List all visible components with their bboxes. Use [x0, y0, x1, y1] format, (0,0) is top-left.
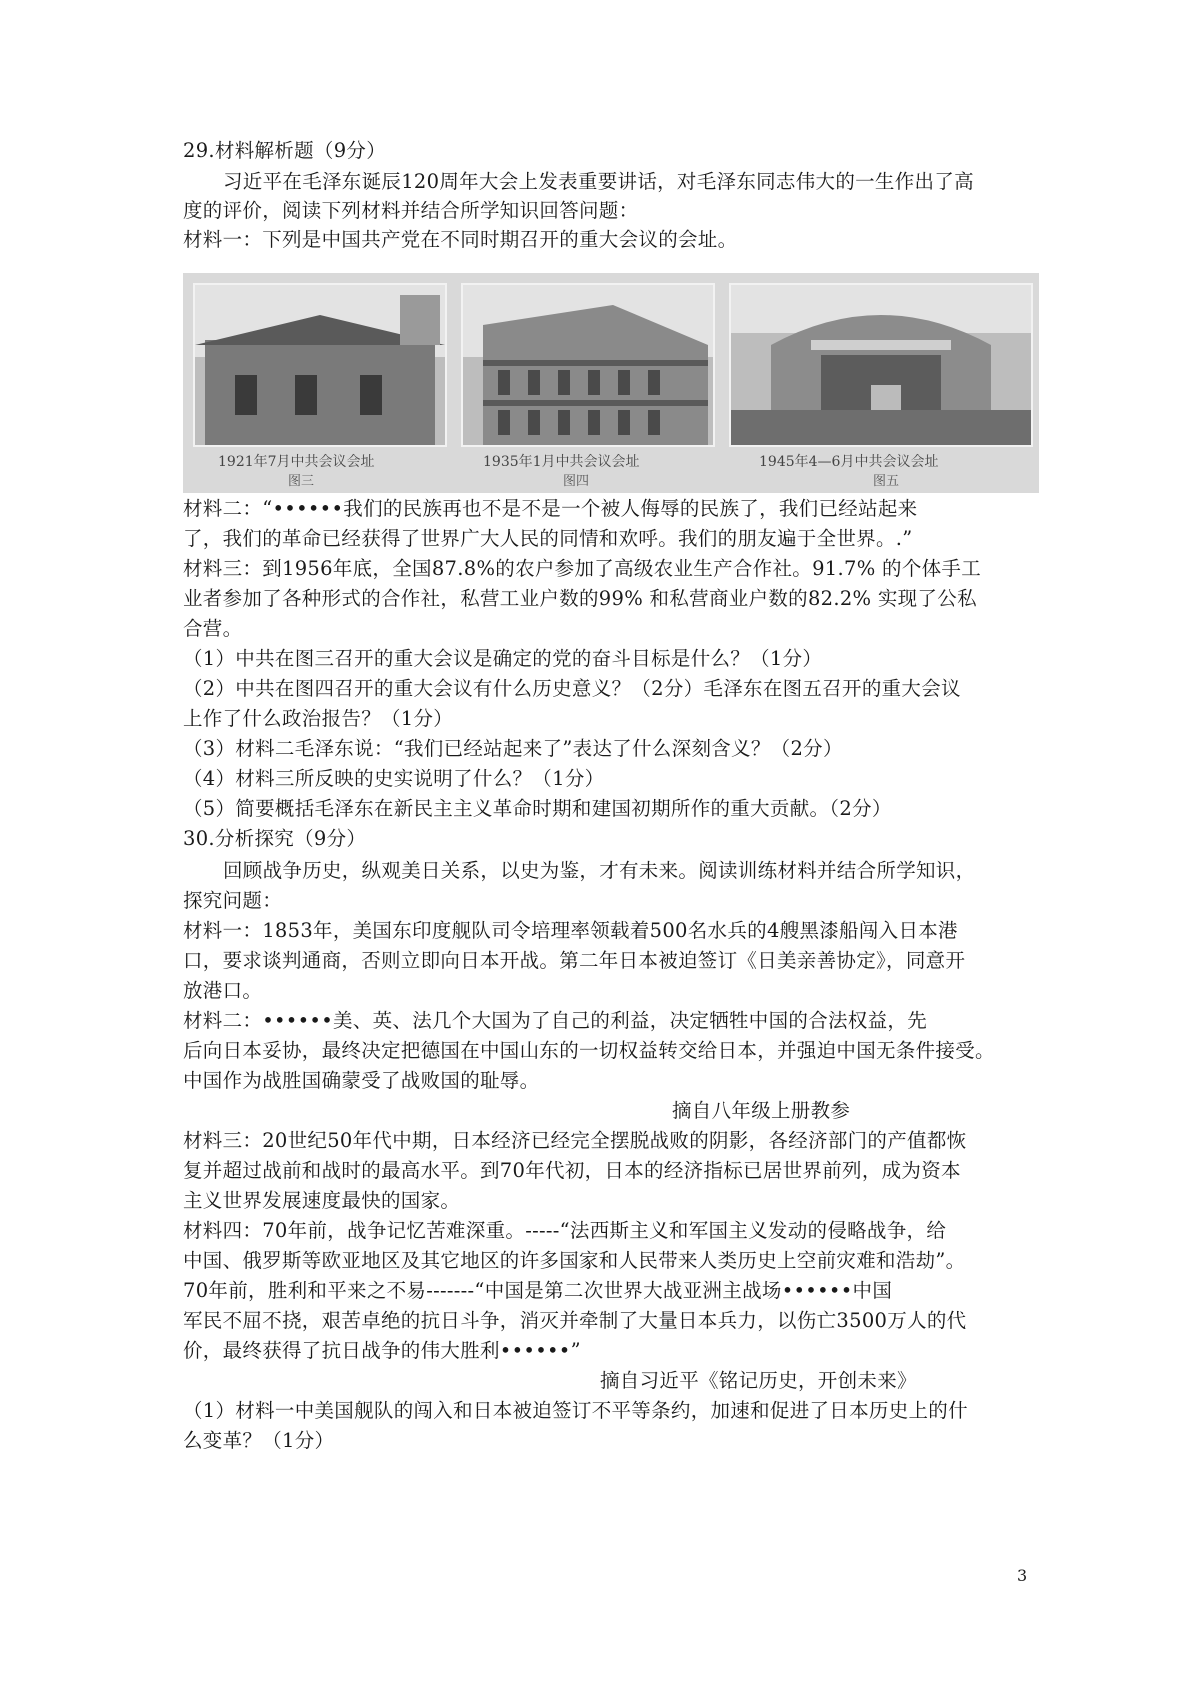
q29-material1: 材料一：下列是中国共产党在不同时期召开的重大会议的会址。: [183, 228, 738, 251]
q30-material1-line3: 放港口。: [183, 979, 263, 1002]
q30-material1-line1: 材料一：1853年，美国东印度舰队司令培理率领载着500名水兵的4艘黑漆船闯入日本港: [183, 919, 958, 942]
q29-intro-line1: 习近平在毛泽东诞辰120周年大会上发表重要讲话，对毛泽东同志伟大的一生作出了高: [223, 170, 974, 193]
q30-question-1-line1: （1）材料一中美国舰队的闯入和日本被迫签订不平等条约，加速和促进了日本历史上的什: [183, 1399, 968, 1422]
q29-material3-line3: 合营。: [183, 617, 243, 640]
photo-caption-1921: 1921年7月中共会议会址: [218, 454, 375, 470]
meeting-site-photo-1945: [729, 283, 1033, 447]
page-number: 3: [1017, 1566, 1028, 1585]
q30-material4-line1: 材料四：70年前，战争记忆苦难深重。-----“法西斯主义和军国主义发动的侵略战争，给: [183, 1219, 947, 1242]
q29-question-5: （5）简要概括毛泽东在新民主主义革命时期和建国初期所作的重大贡献。（2分）: [183, 797, 892, 820]
meeting-sites-photo-strip: [183, 273, 1039, 493]
meeting-site-photo-1921: [193, 283, 447, 447]
photo-label-3: 图三: [288, 474, 315, 489]
q30-intro-line2: 探究问题：: [183, 889, 283, 912]
q30-material1-line2: 口，要求谈判通商，否则立即向日本开战。第二年日本被迫签订《日美亲善协定》，同意开: [183, 949, 966, 972]
q29-material3-line2: 业者参加了各种形式的合作社，私营工业户数的99% 和私营商业户数的82.2% 实现了公私: [183, 587, 977, 610]
q30-material2-line3: 中国作为战胜国确蒙受了战败国的耻辱。: [183, 1069, 540, 1092]
q30-material4-line5: 价，最终获得了抗日战争的伟大胜利••••••”: [183, 1339, 581, 1362]
q29-question-3: （3）材料二毛泽东说：“我们已经站起来了”表达了什么深刻含义？（2分）: [183, 737, 843, 760]
q30-material2-source: 摘自八年级上册教参: [672, 1099, 851, 1122]
photo-caption-1945: 1945年4—6月中共会议会址: [759, 454, 939, 470]
q30-material4-source: 摘自习近平《铭记历史，开创未来》: [600, 1369, 917, 1392]
q30-material3-line1: 材料三：20世纪50年代中期，日本经济已经完全摆脱战败的阴影，各经济部门的产值都恢: [183, 1129, 967, 1152]
photo-label-5: 图五: [873, 474, 900, 489]
q29-title: 29.材料解析题（9分）: [183, 139, 387, 162]
q30-question-1-line2: 么变革？（1分）: [183, 1429, 335, 1452]
photo-caption-1935: 1935年1月中共会议会址: [483, 454, 640, 470]
q29-question-2-line1: （2）中共在图四召开的重大会议有什么历史意义？（2分）毛泽东在图五召开的重大会议: [183, 677, 961, 700]
q30-material3-line3: 主义世界发展速度最快的国家。: [183, 1189, 461, 1212]
q29-question-1: （1）中共在图三召开的重大会议是确定的党的奋斗目标是什么？（1分）: [183, 647, 823, 670]
q29-material3-line1: 材料三：到1956年底，全国87.8%的农户参加了高级农业生产合作社。91.7% 的个体手工: [183, 557, 982, 580]
q30-material2-line1: 材料二：••••••美、英、法几个大国为了自己的利益，决定牺牲中国的合法权益，先: [183, 1009, 928, 1032]
q30-material4-line2: 中国、俄罗斯等欧亚地区及其它地区的许多国家和人民带来人类历史上空前灾难和浩劫”。: [183, 1249, 966, 1272]
q29-material2-line1: 材料二：“••••••我们的民族再也不是不是一个被人侮辱的民族了，我们已经站起来: [183, 497, 918, 520]
q30-material4-line4: 军民不屈不挠，艰苦卓绝的抗日斗争，消灭并牵制了大量日本兵力，以伤亡3500万人的代: [183, 1309, 967, 1332]
q29-material2-line2: 了，我们的革命已经获得了世界广大人民的同情和欢呼。我们的朋友遍于全世界。.”: [183, 527, 913, 550]
meeting-site-photo-1935: [461, 283, 715, 447]
q30-material2-line2: 后向日本妥协，最终决定把德国在中国山东的一切权益转交给日本，并强迫中国无条件接受。: [183, 1039, 995, 1062]
q30-intro-line1: 回顾战争历史，纵观美日关系，以史为鉴，才有未来。阅读训练材料并结合所学知识，: [223, 859, 976, 882]
q29-intro-line2: 度的评价，阅读下列材料并结合所学知识回答问题：: [183, 199, 639, 222]
q30-title: 30.分析探究（9分）: [183, 827, 367, 850]
q29-question-2-line2: 上作了什么政治报告？（1分）: [183, 707, 454, 730]
photo-label-4: 图四: [563, 474, 590, 489]
q29-question-4: （4）材料三所反映的史实说明了什么？（1分）: [183, 767, 605, 790]
q30-material4-line3: 70年前，胜利和平来之不易-------“中国是第二次世界大战亚洲主战场••••••中国: [183, 1279, 893, 1302]
q30-material3-line2: 复并超过战前和战时的最高水平。到70年代初，日本的经济指标已居世界前列，成为资本: [183, 1159, 961, 1182]
